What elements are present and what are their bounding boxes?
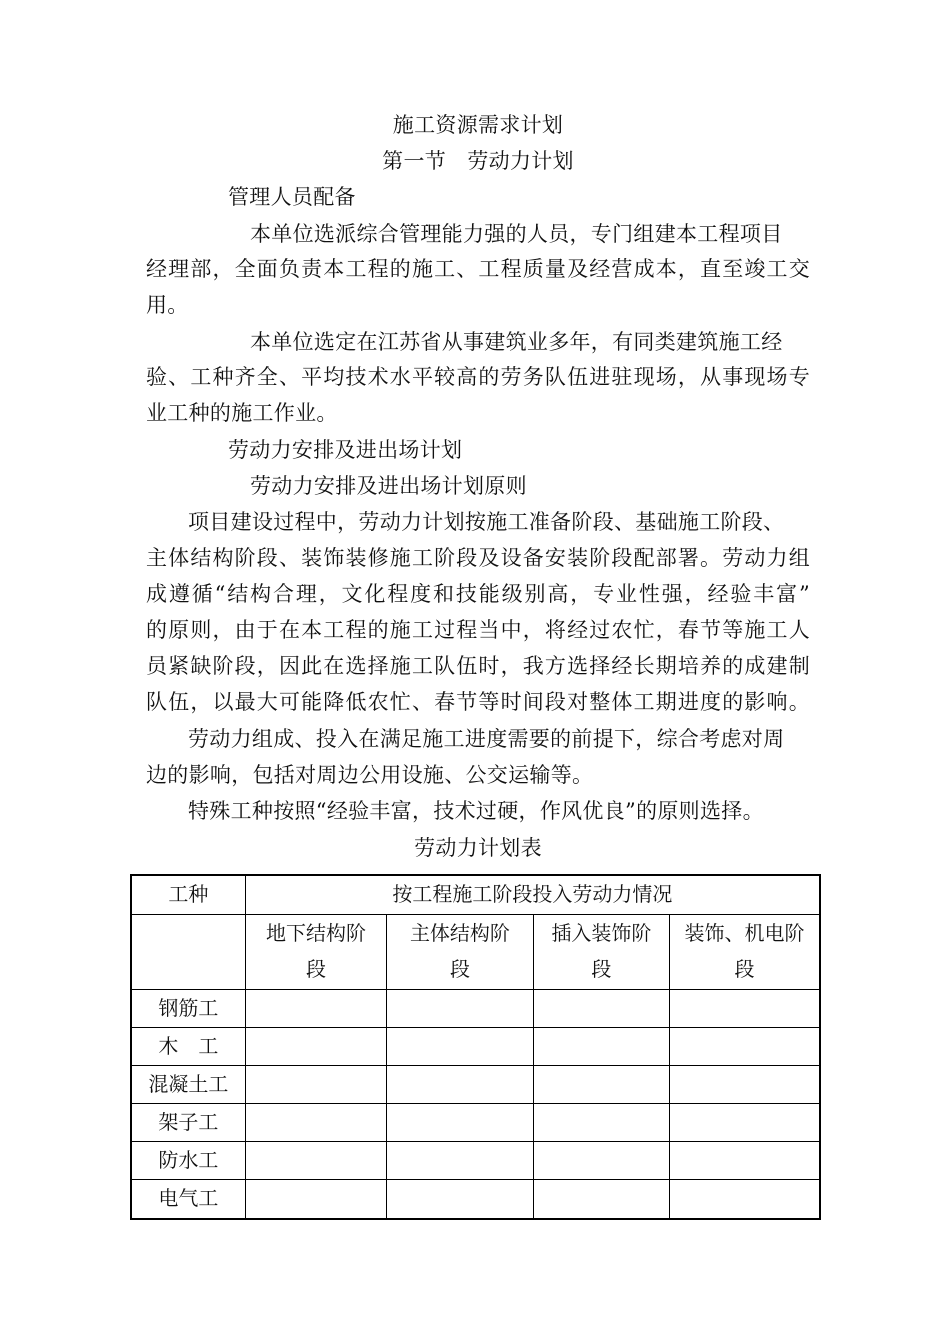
table-cell <box>245 1028 386 1066</box>
heading-labor-principle: 劳动力安排及进出场计划原则 <box>250 474 527 498</box>
table-cell <box>245 1142 386 1180</box>
trade-cell: 钢筋工 <box>131 990 245 1028</box>
labor-plan-table <box>130 874 821 1220</box>
doc-title: 施工资源需求计划 <box>392 113 564 137</box>
table-title: 劳动力计划表 <box>414 836 542 860</box>
paragraph-line: 业工种的施工作业。 <box>146 401 338 425</box>
trade-cell: 木 工 <box>131 1028 245 1066</box>
table-cell <box>387 990 533 1028</box>
table-cell <box>670 1066 820 1104</box>
table-cell <box>533 990 669 1028</box>
section-heading: 第一节 劳动力计划 <box>382 149 574 173</box>
paragraph-line: 验、工种齐全、平均技术水平较高的劳务队伍进驻现场，从事现场专 <box>146 365 810 389</box>
paragraph-line: 本单位选派综合管理能力强的人员，专门组建本工程项目 <box>250 222 783 246</box>
paragraph-line: 的原则，由于在本工程的施工过程当中，将经过农忙，春节等施工人 <box>146 618 810 642</box>
table-cell <box>387 1142 533 1180</box>
table-cell <box>670 1104 820 1142</box>
paragraph-line: 劳动力组成、投入在满足施工进度需要的前提下，综合考虑对周 <box>188 727 785 751</box>
paragraph-line: 边的影响，包括对周边公用设施、公交运输等。 <box>146 763 594 787</box>
table-row <box>131 1066 820 1104</box>
paragraph-line: 项目建设过程中，劳动力计划按施工准备阶段、基础施工阶段、 <box>188 510 785 534</box>
table-cell <box>533 1104 669 1142</box>
table-cell <box>670 1142 820 1180</box>
table-cell <box>387 1180 533 1220</box>
table-cell <box>533 1028 669 1066</box>
header-blank <box>131 915 245 990</box>
table-cell <box>387 1066 533 1104</box>
table-cell <box>533 1180 669 1220</box>
table-cell <box>670 990 820 1028</box>
table-cell <box>245 990 386 1028</box>
paragraph-line: 经理部，全面负责本工程的施工、工程质量及经营成本，直至竣工交 <box>146 257 810 281</box>
table-cell <box>670 1180 820 1220</box>
table-header-row <box>131 875 820 915</box>
paragraph-line: 主体结构阶段、装饰装修施工阶段及设备安装阶段配部署。劳动力组 <box>146 546 810 570</box>
heading-management-staff: 管理人员配备 <box>228 185 356 209</box>
table-cell <box>245 1180 386 1220</box>
table-row <box>131 990 820 1028</box>
trade-cell: 电气工 <box>131 1180 245 1220</box>
table-row <box>131 1104 820 1142</box>
table-cell <box>245 1066 386 1104</box>
paragraph-line: 本单位选定在江苏省从事建筑业多年，有同类建筑施工经 <box>250 330 783 354</box>
header-phase: 装饰、机电阶 段 <box>670 915 820 990</box>
paragraph-line: 队伍，以最大可能降低农忙、春节等时间段对整体工期进度的影响。 <box>146 690 810 714</box>
trade-cell: 架子工 <box>131 1104 245 1142</box>
paragraph-line: 用。 <box>146 293 189 317</box>
header-phase-span: 按工程施工阶段投入劳动力情况 <box>245 875 820 915</box>
header-phase: 地下结构阶 段 <box>245 915 386 990</box>
trade-cell: 混凝土工 <box>131 1066 245 1104</box>
header-phase: 主体结构阶 段 <box>387 915 533 990</box>
trade-cell: 防水工 <box>131 1142 245 1180</box>
table-row <box>131 1028 820 1066</box>
paragraph-line: 员紧缺阶段，因此在选择施工队伍时，我方选择经长期培养的成建制 <box>146 654 810 678</box>
table-row <box>131 1142 820 1180</box>
header-trade: 工种 <box>131 875 245 915</box>
paragraph-line: 特殊工种按照“经验丰富，技术过硬，作风优良”的原则选择。 <box>188 799 764 823</box>
table-cell <box>533 1066 669 1104</box>
table-cell <box>387 1104 533 1142</box>
heading-labor-plan: 劳动力安排及进出场计划 <box>228 438 463 462</box>
header-phase: 插入装饰阶 段 <box>533 915 669 990</box>
table-cell <box>245 1104 386 1142</box>
table-cell <box>387 1028 533 1066</box>
table-row <box>131 1180 820 1220</box>
paragraph-line: 成遵循“结构合理，文化程度和技能级别高，专业性强，经验丰富” <box>146 582 810 606</box>
table-subheader-row <box>131 915 820 990</box>
table-cell <box>670 1028 820 1066</box>
table-cell <box>533 1142 669 1180</box>
